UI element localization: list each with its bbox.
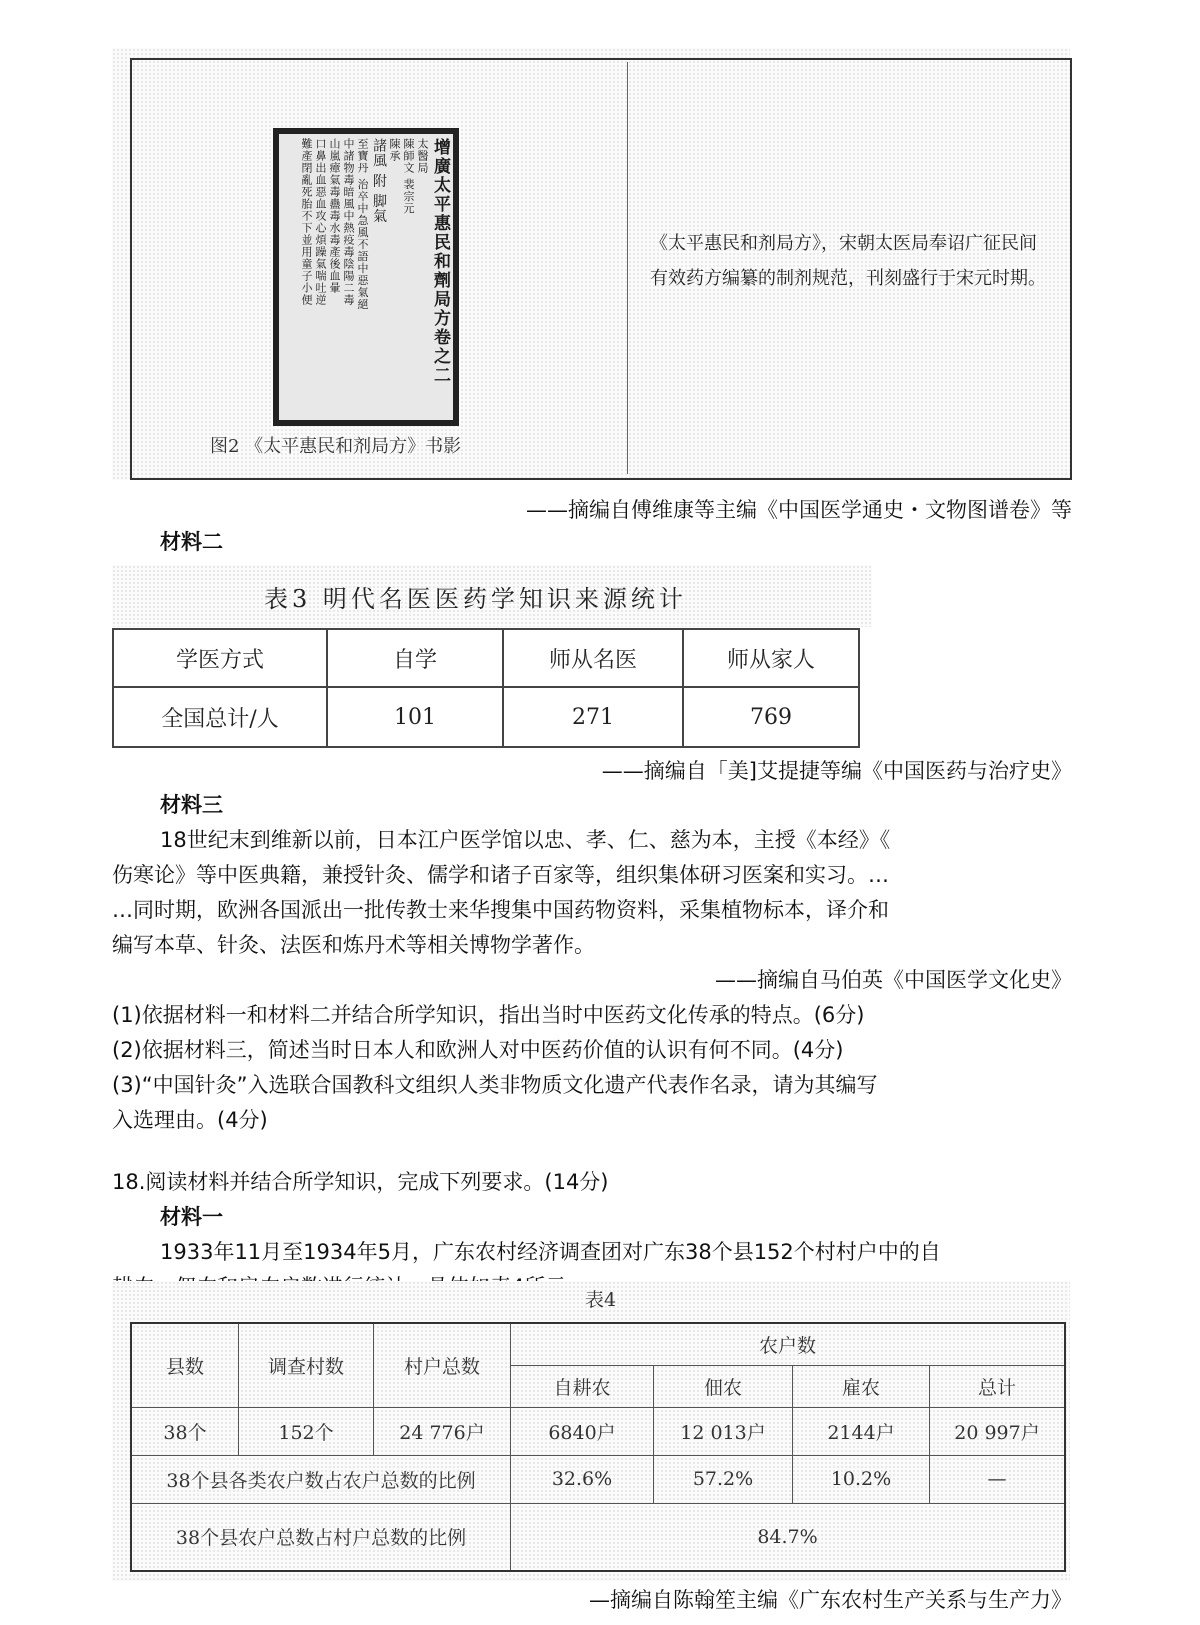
table4 xyxy=(130,1322,1066,1572)
source-citation-3: ——摘编自马伯英《中国医学文化史》 xyxy=(715,968,1072,992)
table3-header: 师从名医 xyxy=(503,629,683,687)
table4-cell: 38个 xyxy=(131,1407,239,1455)
table4-cell: 57.2% xyxy=(654,1455,793,1503)
question-3: (3)“中国针灸”入选联合国教科文组织人类非物质文化遗产代表作名录，请为其编写 xyxy=(112,1073,878,1097)
source-citation-1: ——摘编自傅维康等主编《中国医学通史・文物图谱卷》等 xyxy=(526,498,1072,522)
table4-cell: — xyxy=(930,1455,1066,1503)
table3-title: 表3 明代名医医药学知识来源统计 xyxy=(264,585,687,613)
table4-cell: 24 776户 xyxy=(374,1407,511,1455)
book-text-column: 至寶丹 治卒中急風不語中惡氣絕 xyxy=(356,138,369,311)
figure-caption: 图2 《太平惠民和剂局方》书影 xyxy=(210,436,462,457)
source-citation-2: ——摘编自「美]艾提捷等编《中国医药与治疗史》 xyxy=(601,759,1072,783)
table4-cell: 6840户 xyxy=(511,1407,654,1455)
table4-header: 县数 xyxy=(131,1323,239,1407)
material3-line: 编写本草、针灸、法医和炼丹术等相关博物学著作。 xyxy=(112,933,595,957)
question-1: (1)依据材料一和材料二并结合所学知识，指出当时中医药文化传承的特点。(6分) xyxy=(112,1003,865,1027)
table4-subheader: 佃农 xyxy=(654,1365,793,1407)
table3-cell: 101 xyxy=(327,687,503,747)
table3-cell: 全国总计/人 xyxy=(113,687,327,747)
material3-line: 伤寒论》等中医典籍，兼授针灸、儒学和诸子百家等，组织集体研习医案和实习。… xyxy=(112,863,889,887)
book-title-column: 增廣太平惠民和劑局方卷之二 xyxy=(430,138,450,385)
figure-divider xyxy=(627,62,628,474)
table4-row-label: 38个县各类农户数占农户总数的比例 xyxy=(131,1455,511,1503)
table4-subheader: 总计 xyxy=(930,1365,1066,1407)
table4-cell: 84.7% xyxy=(511,1503,1066,1571)
table3-header: 学医方式 xyxy=(113,629,327,687)
book-text-column: 中諸物毒暗風中熱疫毒陰陽二毒 xyxy=(342,138,355,306)
table4-cell: 152个 xyxy=(239,1407,374,1455)
table3-header: 自学 xyxy=(327,629,503,687)
table4-header: 农户数 xyxy=(511,1323,1066,1365)
book-text-column: 陳師文 裴宗元 xyxy=(402,138,415,215)
book-text-column: 陳承 xyxy=(388,138,401,162)
q18-material1-heading: 材料一 xyxy=(160,1205,223,1229)
material3-line: 18世纪末到维新以前，日本江户医学馆以忠、孝、仁、慈为本，主授《本经》《 xyxy=(160,828,891,852)
material3-line: …同时期，欧洲各国派出一批传教士来华搜集中国药物资料，采集植物标本，译介和 xyxy=(112,898,889,922)
table3-title-area xyxy=(112,565,872,627)
book-page-image xyxy=(273,128,459,426)
table3 xyxy=(112,628,860,748)
table3-header: 师从家人 xyxy=(683,629,859,687)
question-3-cont: 入选理由。(4分) xyxy=(112,1108,268,1132)
table4-cell: 20 997户 xyxy=(930,1407,1066,1455)
question-2: (2)依据材料三，简述当时日本人和欧洲人对中医药价值的认识有何不同。(4分) xyxy=(112,1038,844,1062)
q18-material1-line: 1933年11月至1934年5月，广东农村经济调查团对广东38个县152个村村户中的自 xyxy=(160,1240,941,1264)
material2-heading: 材料二 xyxy=(160,530,223,554)
table4-header: 村户总数 xyxy=(374,1323,511,1407)
table4-row-label: 38个县农户总数占村户总数的比例 xyxy=(131,1503,511,1571)
table4-header: 调查村数 xyxy=(239,1323,374,1407)
table4-cell: 12 013户 xyxy=(654,1407,793,1455)
book-text-column: 山嵐瘴氣毒蠱毒水毒產後血暈 xyxy=(328,138,341,294)
table4-cell: 10.2% xyxy=(793,1455,930,1503)
table4-cell: 2144户 xyxy=(793,1407,930,1455)
table3-cell: 271 xyxy=(503,687,683,747)
material3-heading: 材料三 xyxy=(160,793,223,817)
book-text-column: 口鼻出血惡血攻心煩躁氣喘吐逆 xyxy=(314,138,327,306)
book-text-column: 難產閉亂死胎不下並用童子小便 xyxy=(300,138,313,306)
question-18-prompt: 18.阅读材料并结合所学知识，完成下列要求。(14分) xyxy=(112,1170,609,1194)
table4-subheader: 自耕农 xyxy=(511,1365,654,1407)
table4-title: 表4 xyxy=(585,1289,617,1311)
table4-cell: 32.6% xyxy=(511,1455,654,1503)
book-text-column: 諸風 附 脚氣 xyxy=(371,138,387,224)
figure-note: 《太平惠民和剂局方》，宋朝太医局奉诏广征民间有效药方编纂的制剂规范，刊刻盛行于宋元时期。 xyxy=(650,233,1046,289)
book-text-column: 太醫局 xyxy=(416,138,429,174)
table3-cell: 769 xyxy=(683,687,859,747)
table4-subheader: 雇农 xyxy=(793,1365,930,1407)
source-citation-4: —摘编自陈翰笙主编《广东农村生产关系与生产力》 xyxy=(589,1588,1072,1612)
